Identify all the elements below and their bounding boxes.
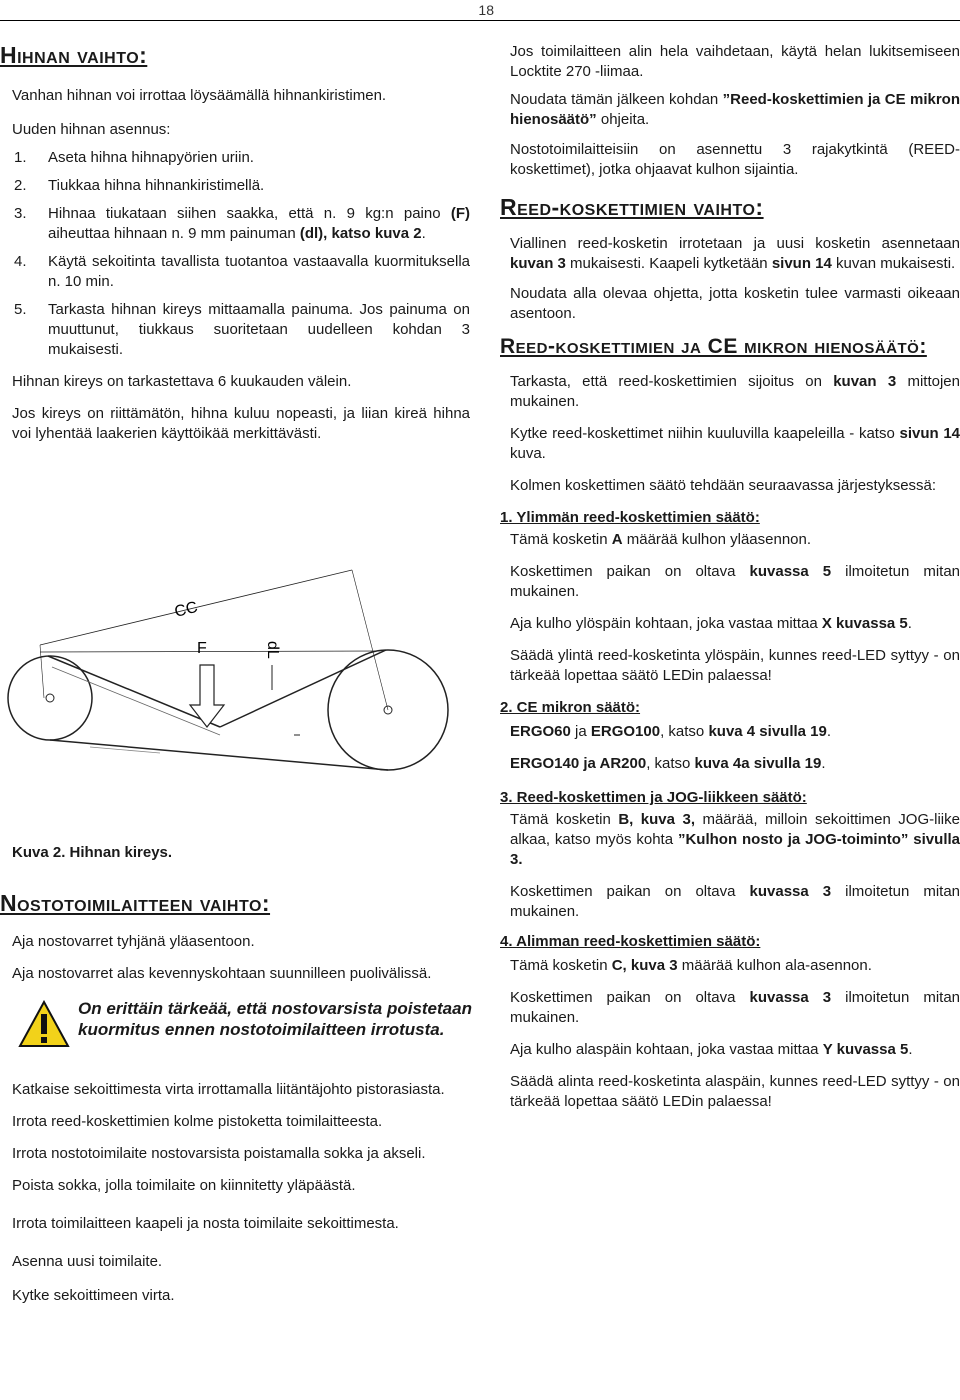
tension-warning: Jos kireys on riittämätön, hihna kuluu nopeasti, ja liian kireä hihna voi lyhentää laakerien käyttöikää merkittävästi. [12,405,470,442]
fine-p1: Tarkasta, että reed-koskettimien sijoitus on kuvan 3 mittojen mukainen. [510,373,960,410]
list-item: 1. Aseta hihna hihnapyörien uriin. [14,149,254,166]
step2-heading: 2. CE mikron säätö: [500,699,641,716]
label-dl: dL [264,641,281,659]
warning-text: On erittäin tärkeää, että nostovarsista poistetaan kuormitus ennen nostotoimilaitteen irrotusta. [78,999,472,1039]
tension-interval: Hihnan kireys on tarkastettava 6 kuukauden välein. [12,373,352,390]
step4-p2: Koskettimen paikan on oltava kuvassa 3 ilmoitetun mitan mukainen. [510,989,960,1026]
belt-intro: Vanhan hihnan voi irrottaa löysäämällä hihnankiristimen. [12,87,387,104]
heading-fine-tuning: Reed-koskettimien ja CE mikron hienosäätö: [500,335,927,358]
warning-icon [18,1000,70,1048]
lift-step: Poista sokka, jolla toimilaite on kiinnitetty yläpäästä. [12,1177,356,1194]
step2-p1: ERGO60 ja ERGO100, katso kuva 4 sivulla 19. [510,723,832,740]
step1-p3: Aja kulho ylöspäin kohtaan, joka vastaa mittaa X kuvassa 5. [510,615,912,632]
figure-caption: Kuva 2. Hihnan kireys. [12,844,173,861]
fine-p2: Kytke reed-koskettimet niihin kuuluvilla kaapeleilla - katso sivun 14 kuva. [510,425,960,462]
step2-p2: ERGO140 ja AR200, katso kuva 4a sivulla 19. [510,755,826,772]
right-p3: Nostotoimilaitteisiin on asennettu 3 rajakytkintä (REED-koskettimet), jotka ohjaavat kulhon sijaintia. [510,141,960,178]
step1-heading: 1. Ylimmän reed-koskettimien säätö: [500,509,760,526]
lift-section [0,890,470,1306]
step1-p4: Säädä ylintä reed-kosketinta ylöspäin, kunnes reed-LED syttyy - on tärkeää lopettaa säätö LEDin palaessa! [510,647,960,684]
belt-diagram [0,555,470,795]
lift-step: Aja nostovarret tyhjänä yläasentoon. [12,933,255,950]
step4-p1: Tämä kosketin C, kuva 3 määrää kulhon ala-asennon. [510,957,872,974]
heading-reed-change: Reed-koskettimien vaihto: [500,194,764,220]
right-p1: Jos toimilaitteen alin hela vaihdetaan, käytä helan lukitsemiseen Locktite 270 -liimaa. [510,43,960,80]
step1-p1: Tämä kosketin A määrää kulhon yläasennon. [510,531,812,548]
page-number: 18 [478,2,494,18]
warning-box [12,998,470,1080]
list-item: 3. Hihnaa tiukataan siihen saakka, että n. 9 kg:n paino (F) aiheuttaa hihnaan n. 9 mm painuman (dl), katso kuva 2. [14,205,470,242]
lift-step: Irrota toimilaitteen kaapeli ja nosta toimilaite sekoittimesta. [12,1215,399,1232]
lift-step: Irrota nostotoimilaite nostovarsista poistamalla sokka ja akseli. [12,1145,426,1162]
step3-p2: Koskettimen paikan on oltava kuvassa 3 ilmoitetun mitan mukainen. [510,883,960,920]
step4-p3: Aja kulho alaspäin kohtaan, joka vastaa mittaa Y kuvassa 5. [510,1041,913,1058]
fine-p3: Kolmen koskettimen säätö tehdään seuraavassa järjestyksessä: [510,477,937,494]
step4-heading: 4. Alimman reed-koskettimien säätö: [500,933,761,950]
step4-p4: Säädä alinta reed-kosketinta alaspäin, kunnes reed-LED syttyy - on tärkeää lopettaa säätö LEDin palaessa! [510,1073,960,1110]
label-f: F [197,640,207,657]
lift-step: Asenna uusi toimilaite. [12,1253,163,1270]
lift-step: Aja nostovarret alas kevennyskohtaan suunnilleen puolivälissä. [12,965,432,982]
heading-belt-change: Hihnan vaihto: [0,42,148,68]
step3-heading: 3. Reed-koskettimen ja JOG-liikkeen säätö: [500,789,807,806]
reed-p1: Viallinen reed-kosketin irrotetaan ja uusi kosketin asennetaan kuvan 3 mukaisesti. Kaapeli kytketään sivun 14 kuvan mukaisesti. [510,235,960,272]
right-column [500,42,960,1112]
list-item: 2. Tiukkaa hihna hihnankiristimellä. [14,177,265,194]
header-rule [0,20,960,21]
reed-p2: Noudata alla olevaa ohjetta, jotta kosketin tulee varmasti oikeaan asentoon. [510,285,960,322]
belt-tension-figure [0,555,470,795]
lift-step: Kytke sekoittimeen virta. [12,1287,175,1304]
step1-p2: Koskettimen paikan on oltava kuvassa 5 ilmoitetun mitan mukainen. [510,563,960,600]
lift-step: Katkaise sekoittimesta virta irrottamalla liitäntäjohto pistorasiasta. [12,1081,445,1098]
list-item: 5. Tarkasta hihnan kireys mittaamalla painuma. Jos painuma on muuttunut, tiukkaus suoritetaan uudelleen kohdan 3 mukaisesti. [14,301,470,358]
left-column [0,42,470,444]
label-cc: CC [172,598,200,621]
step3-p1: Tämä kosketin B, kuva 3, määrää, milloin sekoittimen JOG-liike alkaa, katso myös kohta ”Kulhon nosto ja JOG-toiminto” sivulla 3. [510,811,960,868]
lift-step: Irrota reed-koskettimien kolme pistoketta toimilaitteesta. [12,1113,383,1130]
list-item: 4. Käytä sekoitinta tavallista tuotantoa vastaavalla kuormituksella n. 10 min. [14,253,470,290]
right-p2: Noudata tämän jälkeen kohdan ”Reed-koskettimien ja CE mikron hienosäätö” ohjeita. [510,91,960,128]
new-belt-title: Uuden hihnan asennus: [12,121,171,138]
heading-lift-change: Nostotoimilaitteen vaihto: [0,890,271,916]
